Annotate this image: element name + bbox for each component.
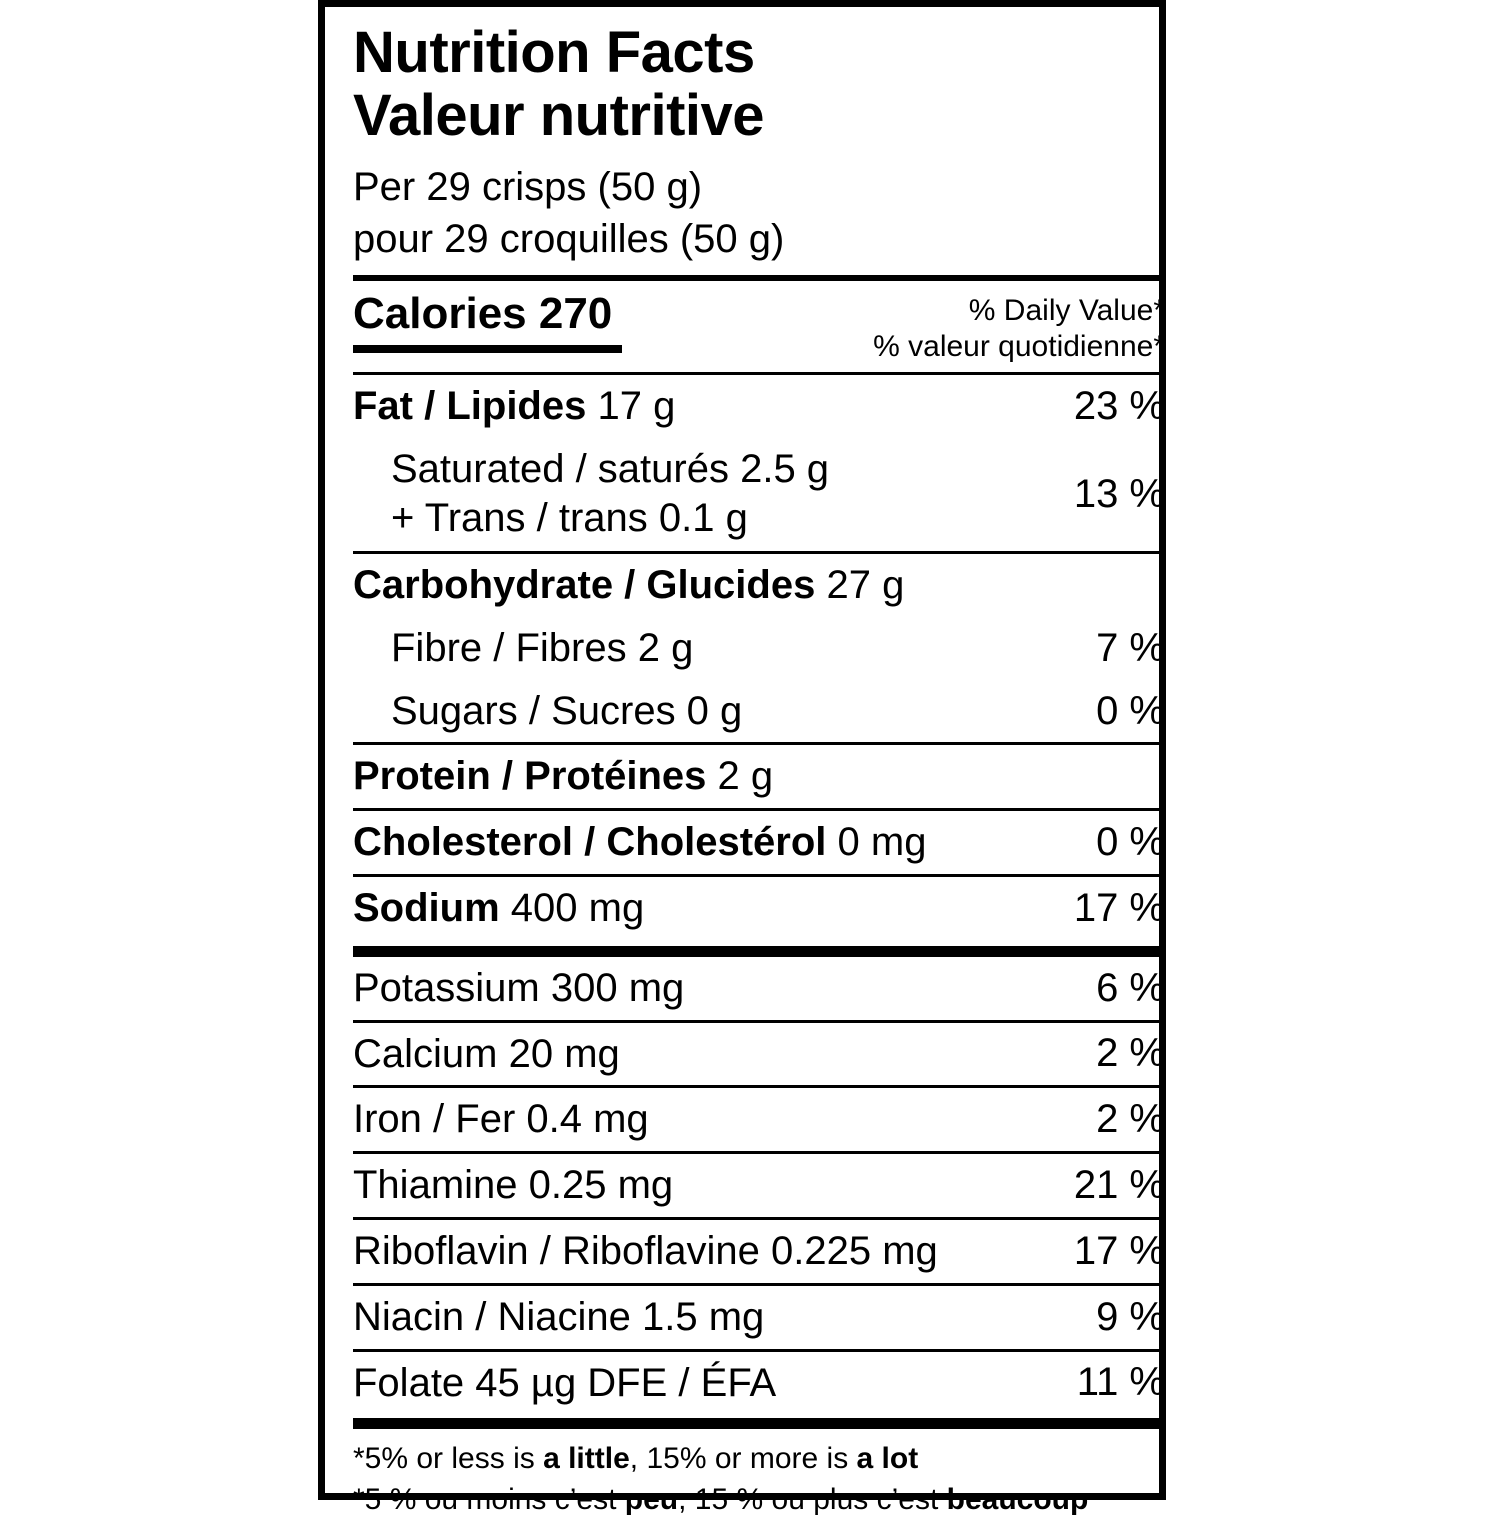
row-label-iron: Iron / Fer 0.4 mg — [353, 1097, 649, 1142]
row-label-riboflavin: Riboflavin / Riboflavine 0.225 mg — [353, 1228, 938, 1273]
row-pct-sugars: 0 % — [1096, 688, 1165, 733]
serving-size-french: pour 29 croquilles (50 g) — [353, 216, 785, 261]
table-row-fibre — [353, 617, 1165, 680]
table-row-protein — [353, 745, 1165, 808]
row-label-protein — [353, 752, 773, 801]
table-row-fat — [353, 375, 1165, 438]
footnote-english — [353, 1439, 1165, 1480]
row-name-saturated: Saturated / saturés 2.5 g — [391, 446, 830, 491]
footnote-en-bold2: a lot — [856, 1442, 919, 1476]
footnote — [353, 1429, 1165, 1520]
calories-row — [353, 281, 1165, 366]
row-pct-folate: 11 % — [1076, 1360, 1165, 1405]
row-label-saturated — [353, 445, 829, 544]
row-pct-thiamine: 21 % — [1073, 1163, 1165, 1208]
row-label-thiamine: Thiamine 0.25 mg — [353, 1163, 674, 1208]
row-name-fat: Fat / Lipides — [353, 384, 587, 429]
calories-label: Calories 270 — [353, 289, 622, 353]
nutrition-facts-content — [353, 20, 1165, 1520]
row-label-folate: Folate 45 µg DFE / ÉFA — [353, 1360, 777, 1405]
divider-above-footnote — [353, 1418, 1165, 1429]
row-pct-fat: 23 % — [1073, 383, 1165, 428]
footnote-en-part1: *5% or less is — [353, 1442, 544, 1476]
row-label-calcium: Calcium 20 mg — [353, 1031, 620, 1076]
serving-size — [353, 161, 1165, 265]
table-row-sugars — [353, 680, 1165, 743]
row-pct-riboflavin: 17 % — [1073, 1228, 1165, 1273]
row-amount-fat: 17 g — [597, 384, 676, 429]
row-label-fibre: Fibre / Fibres 2 g — [391, 625, 694, 670]
row-name-carbohydrate: Carbohydrate / Glucides — [353, 563, 816, 608]
row-pct-saturated: 13 % — [1073, 471, 1165, 516]
row-amount-protein: 2 g — [717, 754, 774, 799]
daily-value-header-english: % Daily Value* — [968, 293, 1165, 327]
row-name-protein: Protein / Protéines — [353, 754, 707, 799]
row-name-trans: + Trans / trans 0.1 g — [391, 496, 748, 541]
footnote-en-part2: , 15% or more is — [629, 1442, 857, 1476]
footnote-fr-bold1: peu — [624, 1482, 679, 1516]
footnote-fr-part2: , 15 % ou plus c’est — [678, 1482, 947, 1516]
row-name-cholesterol: Cholesterol / Cholestérol — [353, 820, 827, 865]
row-label-cholesterol — [353, 818, 926, 867]
footnote-fr-part1: *5 % ou moins c’est — [353, 1482, 625, 1516]
row-pct-potassium: 6 % — [1096, 965, 1165, 1010]
row-pct-sodium: 17 % — [1073, 885, 1165, 930]
row-name-sodium: Sodium — [353, 886, 500, 930]
row-label-sodium — [353, 884, 644, 933]
row-label-potassium: Potassium 300 mg — [353, 965, 685, 1010]
row-pct-fibre: 7 % — [1096, 625, 1165, 670]
table-row-cholesterol — [353, 811, 1165, 874]
table-row-carbohydrate — [353, 554, 1165, 617]
row-amount-carbohydrate: 27 g — [826, 563, 905, 608]
divider-above-micronutrients — [353, 946, 1165, 957]
table-row-calcium — [353, 1023, 1165, 1086]
row-label-sugars: Sugars / Sucres 0 g — [391, 688, 743, 733]
table-row-thiamine — [353, 1154, 1165, 1217]
row-pct-iron: 2 % — [1096, 1097, 1165, 1142]
row-pct-cholesterol: 0 % — [1096, 820, 1165, 865]
row-amount-sodium: 400 mg — [510, 886, 645, 930]
table-row-sodium — [353, 877, 1165, 940]
row-amount-cholesterol: 0 mg — [837, 820, 927, 865]
table-row-potassium — [353, 957, 1165, 1020]
daily-value-header-french: % valeur quotidienne* — [873, 330, 1165, 364]
title-english: Nutrition Facts — [353, 20, 755, 85]
footnote-en-bold1: a little — [543, 1442, 630, 1476]
daily-value-header — [873, 289, 1165, 366]
row-pct-calcium: 2 % — [1096, 1031, 1165, 1076]
table-row-iron — [353, 1088, 1165, 1151]
row-pct-niacin: 9 % — [1096, 1294, 1165, 1339]
table-row-saturated — [353, 438, 1165, 551]
row-label-fat — [353, 382, 675, 431]
serving-size-english: Per 29 crisps (50 g) — [353, 164, 703, 209]
table-row-riboflavin — [353, 1220, 1165, 1283]
row-label-niacin: Niacin / Niacine 1.5 mg — [353, 1294, 765, 1339]
nutrition-facts-panel — [318, 0, 1166, 1516]
footnote-fr-bold2: beaucoup — [946, 1482, 1089, 1516]
row-label-carbohydrate — [353, 561, 904, 610]
table-row-folate — [353, 1352, 1165, 1415]
title-french: Valeur nutritive — [353, 82, 765, 148]
table-row-niacin — [353, 1286, 1165, 1349]
